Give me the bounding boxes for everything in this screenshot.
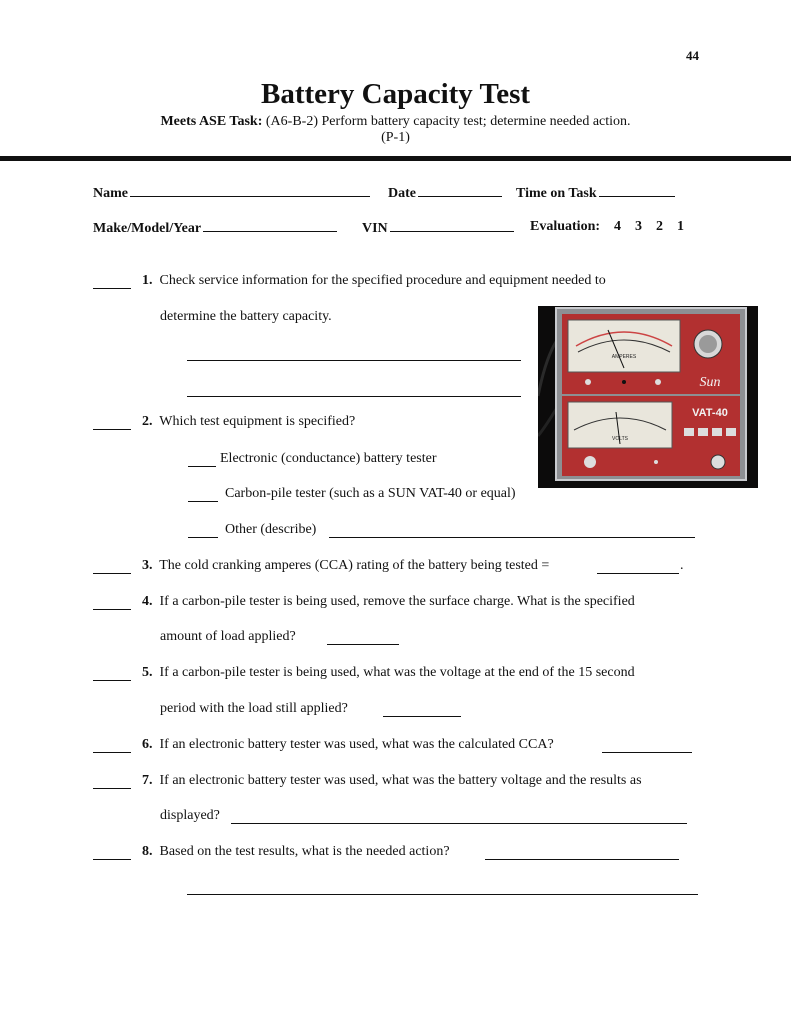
q2-text: Which test equipment is specified?	[159, 414, 356, 429]
make-model-year-field[interactable]	[93, 219, 337, 237]
q8-check-blank[interactable]	[93, 859, 131, 860]
make-model-year-label: Make/Model/Year	[93, 221, 202, 236]
q8-line1	[142, 844, 450, 860]
time-on-task-blank[interactable]	[599, 184, 675, 197]
option-carbon-pile: Carbon-pile tester (such as a SUN VAT-40 or equal)	[225, 486, 516, 501]
q3-text: The cold cranking amperes (CCA) rating of the battery being tested =	[159, 558, 550, 573]
q4-answer-line[interactable]	[327, 644, 399, 645]
q4-check-blank[interactable]	[93, 609, 131, 610]
q5-text: If a carbon-pile tester is being used, what was the voltage at the end of the 15 second	[159, 665, 635, 680]
header-rule	[0, 156, 791, 161]
name-blank[interactable]	[130, 184, 370, 197]
eval-score-4[interactable]: 4	[614, 219, 622, 234]
q8-number: 8.	[142, 844, 153, 859]
q1-check-blank[interactable]	[93, 288, 131, 289]
option-electronic-blank[interactable]	[188, 466, 216, 467]
q2-check-blank[interactable]	[93, 429, 131, 430]
ase-code: (P-1)	[381, 130, 410, 145]
q7-line1	[142, 773, 642, 789]
q3-line1	[142, 558, 549, 574]
eval-score-1[interactable]: 1	[677, 219, 685, 234]
q2-line1	[142, 414, 355, 430]
ase-label: Meets ASE Task:	[160, 114, 263, 129]
q7-answer-line[interactable]	[231, 823, 687, 824]
q1-line2: determine the battery capacity.	[160, 309, 332, 324]
q7-text: If an electronic battery tester was used, what was the battery voltage and the results as	[159, 773, 642, 788]
tester-model: VAT-40	[692, 407, 728, 419]
q5-check-blank[interactable]	[93, 680, 131, 681]
q8-answer-line[interactable]	[485, 859, 679, 860]
vin-blank[interactable]	[390, 219, 514, 232]
tester-photo	[538, 306, 758, 488]
make-model-year-blank[interactable]	[203, 219, 337, 232]
eval-score-2[interactable]: 2	[656, 219, 664, 234]
q1-line1	[142, 273, 606, 289]
q4-line2: amount of load applied?	[160, 629, 296, 644]
q3-check-blank[interactable]	[93, 573, 131, 574]
evaluation-label: Evaluation:	[530, 219, 601, 234]
q3-answer-line[interactable]	[597, 573, 679, 574]
q5-number: 5.	[142, 665, 153, 680]
q7-check-blank[interactable]	[93, 788, 131, 789]
q4-line1	[142, 594, 635, 610]
q5-answer-line[interactable]	[383, 716, 461, 717]
q1-number: 1.	[142, 273, 153, 288]
q2-number: 2.	[142, 414, 153, 429]
evaluation-field	[530, 219, 684, 235]
ase-task: (A6-B-2) Perform battery capacity test; determine needed action.	[265, 114, 631, 129]
q3-period: .	[680, 558, 684, 573]
q1-text: Check service information for the specified procedure and equipment needed to	[159, 273, 606, 288]
option-electronic: Electronic (conductance) battery tester	[220, 451, 437, 466]
option-other-blank[interactable]	[188, 537, 218, 538]
q8-text: Based on the test results, what is the needed action?	[159, 844, 450, 859]
vin-field[interactable]	[362, 219, 514, 237]
q5-line1	[142, 665, 635, 681]
page-title: Battery Capacity Test	[260, 78, 531, 110]
q4-text: If a carbon-pile tester is being used, remove the surface charge. What is the specified	[159, 594, 635, 609]
q6-check-blank[interactable]	[93, 752, 131, 753]
time-on-task-label: Time on Task	[516, 186, 597, 201]
date-field[interactable]	[388, 184, 502, 202]
q6-text: If an electronic battery tester was used, what was the calculated CCA?	[159, 737, 554, 752]
q1-answer-line-2[interactable]	[187, 396, 521, 397]
amps-dial-label: AMPERES	[611, 354, 637, 360]
q6-number: 6.	[142, 737, 153, 752]
q3-number: 3.	[142, 558, 153, 573]
q7-line2: displayed?	[160, 808, 220, 823]
q8-answer-line-2[interactable]	[187, 894, 698, 895]
eval-score-3[interactable]: 3	[635, 219, 643, 234]
name-label: Name	[93, 186, 128, 201]
q4-number: 4.	[142, 594, 153, 609]
vin-label: VIN	[362, 221, 388, 236]
date-label: Date	[388, 186, 416, 201]
q1-answer-line-1[interactable]	[187, 360, 521, 361]
q7-number: 7.	[142, 773, 153, 788]
page-number: 44	[686, 48, 699, 63]
time-on-task-field[interactable]	[516, 184, 675, 202]
option-carbon-pile-blank[interactable]	[188, 501, 218, 502]
option-other-describe-line[interactable]	[329, 537, 695, 538]
option-other: Other (describe)	[225, 522, 317, 537]
date-blank[interactable]	[418, 184, 502, 197]
tester-brand: Sun	[699, 375, 721, 390]
q6-line1	[142, 737, 554, 753]
tester-photo-svg	[538, 306, 758, 488]
q6-answer-line[interactable]	[602, 752, 692, 753]
ase-task-line	[0, 114, 791, 130]
volts-dial-label: VOLTS	[611, 436, 629, 442]
name-field[interactable]	[93, 184, 370, 202]
q5-line2: period with the load still applied?	[160, 701, 348, 716]
